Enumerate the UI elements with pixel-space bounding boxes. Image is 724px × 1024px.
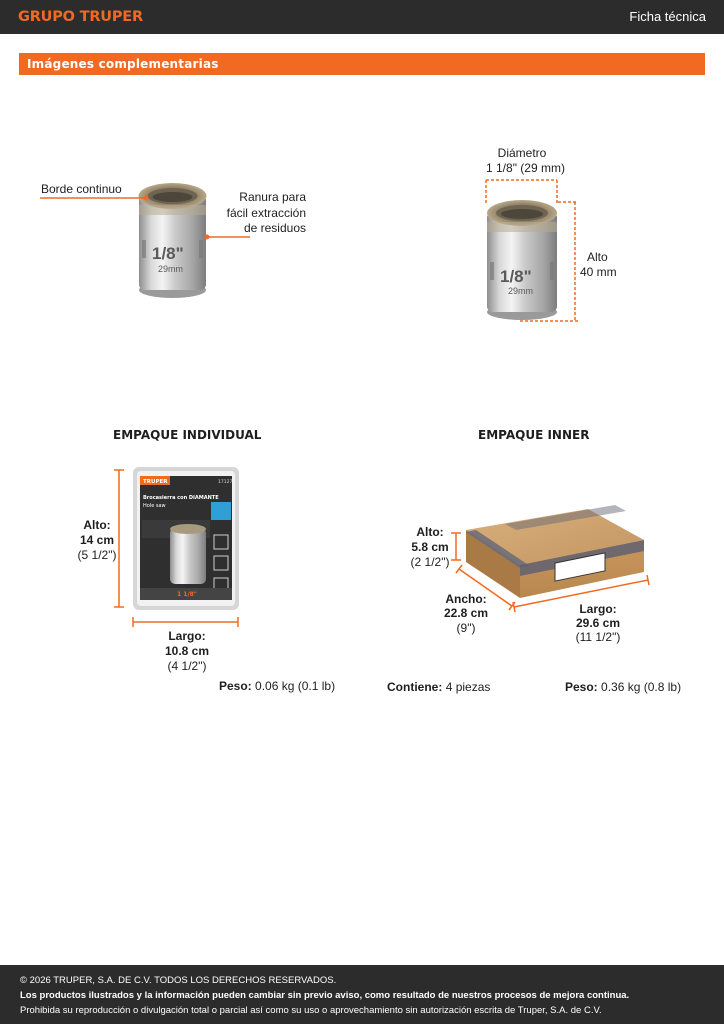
ind-largo-title: Largo: bbox=[168, 629, 206, 643]
pack-size: 1 1/8" bbox=[177, 591, 197, 598]
ind-alto-in: (5 1/2") bbox=[77, 548, 117, 562]
label-ranura-line2: fácil extracción bbox=[226, 206, 306, 220]
inner-alto-in: (2 1/2") bbox=[410, 555, 450, 569]
diametro-mm: (29 mm) bbox=[520, 161, 565, 175]
section-title: Imágenes complementarias bbox=[27, 57, 219, 71]
diametro-value: 1 1/8" bbox=[486, 161, 517, 175]
label-alto-value: 40 mm bbox=[580, 265, 617, 279]
engraving-size-right: 1/8" bbox=[500, 267, 532, 286]
inner-alto-value: 5.8 cm bbox=[411, 540, 449, 554]
engraving-mm-right: 29mm bbox=[508, 286, 534, 296]
ind-largo-value: 10.8 cm bbox=[164, 644, 210, 658]
label-diametro-title: Diámetro bbox=[497, 146, 547, 160]
individual-length-dimension bbox=[133, 617, 238, 627]
inner-peso bbox=[565, 680, 681, 695]
label-ranura-line1: Ranura para bbox=[239, 190, 306, 204]
engraving-mm-left: 29mm bbox=[158, 264, 184, 274]
inner-peso-title: Peso: bbox=[565, 680, 598, 694]
inner-contiene-value: 4 piezas bbox=[445, 680, 491, 694]
label-diametro-values bbox=[486, 161, 565, 176]
ind-peso bbox=[219, 679, 335, 694]
ind-peso-title: Peso: bbox=[219, 679, 252, 693]
heading-empaque-inner: EMPAQUE INNER bbox=[478, 428, 590, 442]
inner-ancho-in: (9") bbox=[456, 621, 476, 635]
footer-notice: Los productos ilustrados y la información pueden cambiar sin previo aviso, como resultado de nuestros procesos de mejora continua. bbox=[20, 990, 630, 1001]
document-type-label: Ficha técnica bbox=[629, 9, 706, 24]
inner-peso-value: 0.36 kg (0.8 lb) bbox=[601, 680, 682, 694]
inner-ancho-title: Ancho: bbox=[445, 592, 487, 606]
label-borde-continuo: Borde continuo bbox=[41, 182, 122, 196]
heading-empaque-individual: EMPAQUE INDIVIDUAL bbox=[113, 428, 262, 442]
footer-copyright: © 2026 TRUPER, S.A. DE C.V. TODOS LOS DERECHOS RESERVADOS. bbox=[20, 975, 337, 986]
ind-alto-value: 14 cm bbox=[79, 533, 115, 547]
inner-largo-title: Largo: bbox=[579, 602, 617, 616]
engraving-size-left: 1/8" bbox=[152, 244, 184, 263]
footer-bar bbox=[0, 965, 724, 1024]
inner-box-image bbox=[466, 505, 644, 598]
inner-contiene bbox=[387, 680, 490, 695]
ind-alto-title: Alto: bbox=[83, 518, 111, 532]
footer-prohibition: Prohibida su reproducción o divulgación total o parcial así como su uso o aprovechamiento sin autorización escrita de Truper, S.A. de C.V. bbox=[20, 1005, 602, 1016]
inner-ancho-value: 22.8 cm bbox=[443, 606, 489, 620]
leader-dot-borde bbox=[144, 196, 149, 201]
pack-subtitle: Hole saw bbox=[143, 503, 166, 509]
pack-code: 17127 bbox=[218, 480, 233, 485]
inner-alto-title: Alto: bbox=[416, 525, 444, 539]
label-ranura-line3: de residuos bbox=[243, 221, 306, 235]
pack-brand: TRUPER bbox=[143, 479, 168, 485]
ind-peso-value: 0.06 kg (0.1 lb) bbox=[255, 679, 336, 693]
ind-largo-in: (4 1/2") bbox=[167, 659, 207, 673]
inner-largo-in: (11 1/2") bbox=[575, 630, 621, 644]
inner-contiene-title: Contiene: bbox=[387, 680, 443, 694]
label-alto-title: Alto bbox=[587, 250, 608, 264]
hole-saw-right-image bbox=[487, 200, 557, 320]
brand-logo: GRUPO TRUPER bbox=[18, 9, 143, 25]
inner-largo-value: 29.6 cm bbox=[575, 616, 621, 630]
pack-title: Brocasierra con DIAMANTE bbox=[143, 495, 219, 501]
individual-package-image bbox=[133, 467, 239, 610]
